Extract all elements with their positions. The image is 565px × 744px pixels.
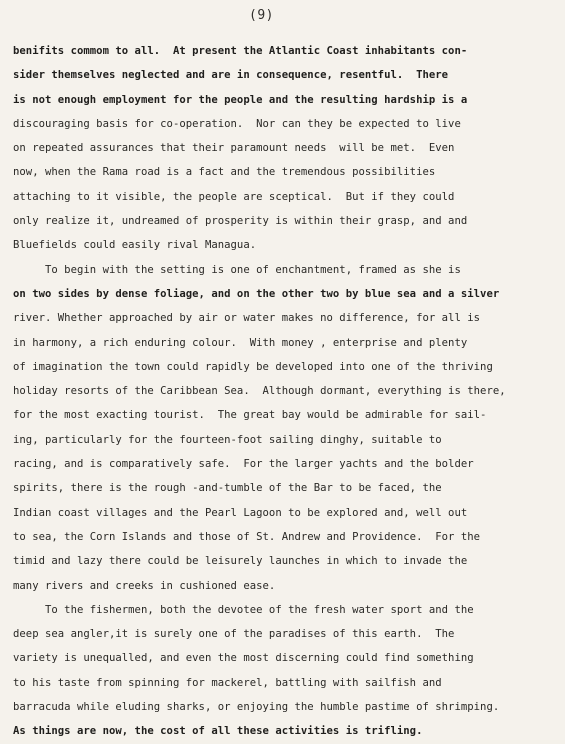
text-line: in harmony, a rich enduring colour. With money , enterprise and plenty	[13, 336, 468, 349]
text-line: attaching to it visible, the people are sceptical. But if they could	[13, 190, 455, 203]
text-line: holiday resorts of the Caribbean Sea. Although dormant, everything is there,	[13, 385, 506, 398]
text-line: sider themselves neglected and are in consequence, resentful. There	[13, 69, 449, 82]
text-line: To the fishermen, both the devotee of the fresh water sport and the	[13, 603, 474, 616]
text-line: barracuda while eluding sharks, or enjoying the humble pastime of shrimping.	[13, 701, 500, 714]
text-line: deep sea angler,it is surely one of the paradises of this earth. The	[13, 628, 455, 641]
text-line: on repeated assurances that their paramount needs will be met. Even	[13, 142, 455, 155]
text-line: Bluefields could easily rival Managua.	[13, 239, 257, 252]
text-line: racing, and is comparatively safe. For the larger yachts and the bolder	[13, 458, 474, 471]
page-number: (9)	[249, 8, 274, 23]
text-line: of imagination the town could rapidly be developed into one of the thriving	[13, 360, 493, 373]
text-line: is not enough employment for the people and the resulting hardship is a	[13, 93, 468, 106]
text-line: now, when the Rama road is a fact and the tremendous possibilities	[13, 166, 436, 179]
document-body	[13, 39, 558, 744]
text-line: on two sides by dense foliage, and on the other two by blue sea and a silver	[13, 287, 500, 300]
text-line: to sea, the Corn Islands and those of St. Andrew and Providence. For the	[13, 530, 481, 543]
text-line: variety is unequalled, and even the most discerning could find something	[13, 652, 474, 665]
text-line: ing, particularly for the fourteen-foot sailing dinghy, suitable to	[13, 433, 442, 446]
text-line: to his taste from spinning for mackerel, battling with sailfish and	[13, 676, 442, 689]
text-line: many rivers and creeks in cushioned ease.	[13, 579, 276, 592]
text-line: river. Whether approached by air or water makes no difference, for all is	[13, 312, 481, 325]
text-line: To begin with the setting is one of enchantment, framed as she is	[13, 263, 461, 276]
text-line: discouraging basis for co-operation. Nor can they be expected to live	[13, 117, 461, 130]
text-line: only realize it, undreamed of prosperity is within their grasp, and and	[13, 215, 468, 228]
text-line: timid and lazy there could be leisurely launches in which to invade the	[13, 555, 468, 568]
text-line: spirits, there is the rough -and-tumble of the Bar to be faced, the	[13, 482, 442, 495]
text-line: for the most exacting tourist. The great bay would be admirable for sail-	[13, 409, 487, 422]
text-line: benifits commom to all. At present the Atlantic Coast inhabitants con-	[13, 45, 468, 57]
text-line: As things are now, the cost of all these activities is trifling.	[13, 725, 423, 738]
text-line: Indian coast villages and the Pearl Lagoon to be explored and, well out	[13, 506, 468, 519]
